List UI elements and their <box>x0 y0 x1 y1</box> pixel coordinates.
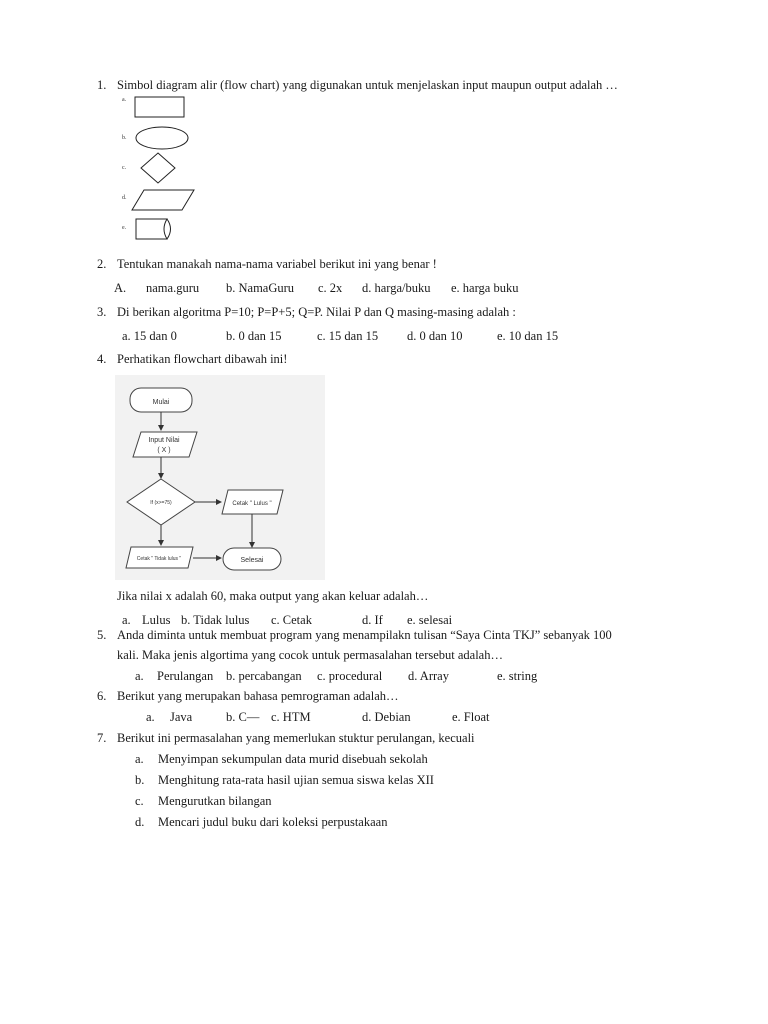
q3-option-a: a. 15 dan 0 <box>122 329 177 343</box>
q6-option-c: c. HTM <box>271 710 311 724</box>
q7-option-b-text: Menghitung rata-rata hasil ujian semua siswa kelas XII <box>158 773 434 787</box>
q1-option-a-label: a. <box>122 97 127 103</box>
q1-option-b-label: b. <box>122 135 127 141</box>
q1-option-c-label: c. <box>122 165 127 171</box>
q4-question: Jika nilai x adalah 60, maka output yang akan keluar adalah… <box>117 589 429 603</box>
q6-option-a-letter: a. <box>146 710 155 724</box>
q5-option-a-text: Perulangan <box>157 669 214 683</box>
q6-option-b: b. C— <box>226 710 260 724</box>
q7-option-d-text: Mencari judul buku dari koleksi perpustakaan <box>158 815 388 829</box>
q5-option-e: e. string <box>497 669 538 683</box>
q7-option-c-text: Mengurutkan bilangan <box>158 794 272 808</box>
flowchart-figure <box>115 375 325 580</box>
flow-output-lulus-label: Cetak " Lulus " <box>232 501 272 507</box>
q3-option-d: d. 0 dan 10 <box>407 329 463 343</box>
q2-option-a-letter: A. <box>114 281 127 295</box>
flow-decision-label: If (x>=75) <box>150 500 172 506</box>
q3-option-b: b. 0 dan 15 <box>226 329 282 343</box>
q3-option-e: e. 10 dan 15 <box>497 329 559 343</box>
diamond-shape-icon <box>139 151 177 185</box>
flow-input-label-1: Input Nilai <box>148 437 180 444</box>
q2-text: Tentukan manakah nama-nama variabel berikut ini yang benar ! <box>117 257 437 271</box>
q5-text-line-1: Anda diminta untuk membuat program yang menampilakn tulisan “Saya Cinta TKJ” sebanyak 100 <box>117 628 612 642</box>
q4-option-c: c. Cetak <box>271 613 312 627</box>
q2-option-b: b. NamaGuru <box>226 281 295 295</box>
q1-option-e-label: e. <box>122 225 127 231</box>
storage-shape-icon <box>133 216 177 242</box>
flow-end-label: Selesai <box>240 557 264 564</box>
q5-number: 5. <box>97 628 107 642</box>
q5-text-line-2: kali. Maka jenis algortima yang cocok untuk permasalahan tersebut adalah… <box>117 648 503 662</box>
q6-option-e: e. Float <box>452 710 490 724</box>
q7-option-a-letter: a. <box>135 752 144 766</box>
q4-text: Perhatikan flowchart dibawah ini! <box>117 352 288 366</box>
q2-option-c: c. 2x <box>318 281 343 295</box>
q4-option-b: b. Tidak lulus <box>181 613 250 627</box>
flow-output-tidak-lulus-label: Cetak " Tidak lulus " <box>136 556 182 562</box>
ellipse-shape-icon <box>134 125 192 151</box>
rectangle-shape-icon <box>134 95 186 119</box>
q4-option-a-text: Lulus <box>142 613 171 627</box>
q5-option-d: d. Array <box>408 669 449 683</box>
parallelogram-shape-icon <box>130 187 196 213</box>
q3-option-c: c. 15 dan 15 <box>317 329 379 343</box>
q7-option-d-letter: d. <box>135 815 145 829</box>
q7-option-a-text: Menyimpan sekumpulan data murid disebuah sekolah <box>158 752 428 766</box>
q1-number: 1. <box>97 78 107 92</box>
flow-start-label: Mulai <box>152 399 170 406</box>
q6-text: Berikut yang merupakan bahasa pemrograman adalah… <box>117 689 399 703</box>
q1-option-d-label: d. <box>122 195 127 201</box>
q4-option-e: e. selesai <box>407 613 453 627</box>
q5-option-a-letter: a. <box>135 669 144 683</box>
q2-option-a-text: nama.guru <box>146 281 200 295</box>
q6-option-a-text: Java <box>170 710 193 724</box>
q7-text: Berikut ini permasalahan yang memerlukan stuktur perulangan, kecuali <box>117 731 475 745</box>
q5-option-b: b. percabangan <box>226 669 302 683</box>
q7-option-c-letter: c. <box>135 794 144 808</box>
q6-number: 6. <box>97 689 107 703</box>
q1-text: Simbol diagram alir (flow chart) yang digunakan untuk menjelaskan input maupun output adalah … <box>117 78 618 92</box>
q4-number: 4. <box>97 352 107 366</box>
q3-text: Di berikan algoritma P=10; P=P+5; Q=P. Nilai P dan Q masing-masing adalah : <box>117 305 516 319</box>
q4-option-d: d. If <box>362 613 383 627</box>
q2-option-e: e. harga buku <box>451 281 519 295</box>
q2-number: 2. <box>97 257 107 271</box>
q2-option-d: d. harga/buku <box>362 281 431 295</box>
q5-option-c: c. procedural <box>317 669 383 683</box>
q4-option-a-letter: a. <box>122 613 131 627</box>
q6-option-d: d. Debian <box>362 710 411 724</box>
flow-input-label-2: ( X ) <box>157 447 171 454</box>
q7-number: 7. <box>97 731 107 745</box>
q3-number: 3. <box>97 305 107 319</box>
q7-option-b-letter: b. <box>135 773 145 787</box>
